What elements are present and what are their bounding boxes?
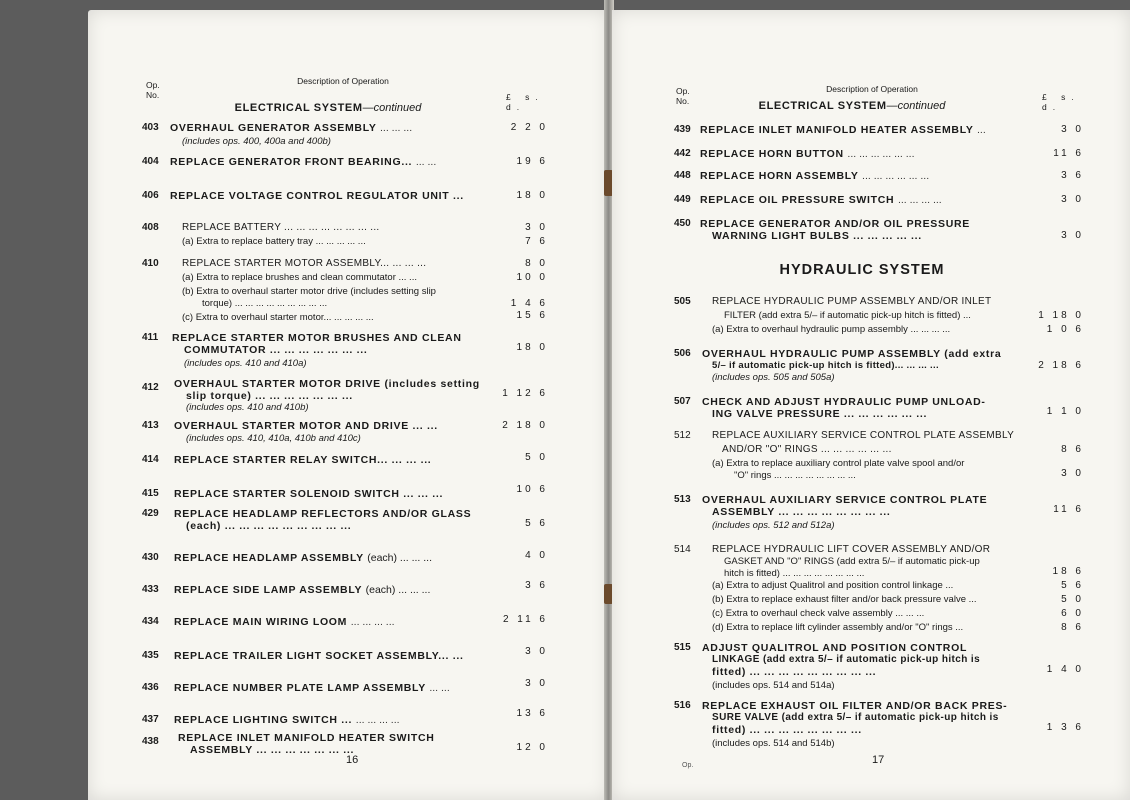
op-title-cont: hitch is fitted) ... ... ... ... ... ... ... ... <box>724 568 865 579</box>
op-title-cont: 5/– if automatic pick-up hitch is fitted)... ... ... ... <box>712 360 939 371</box>
price: 3 0 <box>1061 230 1084 241</box>
sub-price: 6 0 <box>1061 608 1084 619</box>
op-no-heading <box>146 80 176 100</box>
sub-operation: (c) Extra to overhaul check valve assembly ... ... ... <box>712 608 925 619</box>
op-number: 448 <box>674 170 691 181</box>
op-note: (includes ops. 410, 410a, 410b and 410c) <box>186 433 361 444</box>
description-heading: Description of Operation <box>297 76 389 86</box>
op-title-cont: (each) ... ... ... ... ... ... ... ... ... <box>186 520 352 532</box>
op-title-text: REPLACE HEADLAMP ASSEMBLY <box>174 552 364 564</box>
price: 3 0 <box>525 646 548 657</box>
op-title: REPLACE BATTERY ... ... ... ... ... ... ... ... <box>182 222 380 233</box>
price: 18 6 <box>1052 566 1084 577</box>
section-title <box>128 102 528 114</box>
op-title: REPLACE VOLTAGE CONTROL REGULATOR UNIT ... <box>170 190 464 202</box>
op-number: 403 <box>142 122 159 133</box>
op-note: (includes ops. 512 and 512a) <box>712 520 835 531</box>
op-title <box>174 616 395 628</box>
op-title <box>174 682 450 694</box>
op-number: 513 <box>674 494 691 505</box>
sub-price: 10 0 <box>516 272 548 283</box>
op-title: REPLACE HEADLAMP REFLECTORS AND/OR GLASS <box>174 508 472 520</box>
op-number: 516 <box>674 700 691 711</box>
op-title-cont: WARNING LIGHT BULBS ... ... ... ... ... <box>712 230 922 242</box>
op-number: 435 <box>142 650 159 661</box>
op-number: 429 <box>142 508 159 519</box>
op-title-text: REPLACE MAIN WIRING LOOM <box>174 616 348 628</box>
price: 2 11 6 <box>502 614 548 625</box>
op-title <box>170 156 436 168</box>
price: 5 0 <box>525 452 548 463</box>
op-title <box>700 124 986 136</box>
op-number: 413 <box>142 420 159 431</box>
op-title <box>700 148 915 160</box>
op-title: REPLACE AUXILIARY SERVICE CONTROL PLATE ASSEMBLY <box>712 430 1015 441</box>
money-heading: £ s. d. <box>1042 92 1080 112</box>
sub-price: 5 6 <box>1061 580 1084 591</box>
op-title-text: OVERHAUL GENERATOR ASSEMBLY <box>170 122 377 134</box>
op-note: (includes ops. 505 and 505a) <box>712 372 835 383</box>
leader-dots: ... ... <box>415 156 437 168</box>
no-label: No. <box>146 90 160 100</box>
op-number: 439 <box>674 124 691 135</box>
op-title-cont: FILTER (add extra 5/– if automatic pick-up hitch is fitted) ... <box>724 310 971 321</box>
price: 5 6 <box>525 518 548 529</box>
op-number: 506 <box>674 348 691 359</box>
op-note: (includes ops. 514 and 514b) <box>712 738 835 749</box>
sub-operation: (a) Extra to replace auxiliary control plate valve spool and/or <box>712 458 965 469</box>
price: 3 0 <box>525 222 548 233</box>
op-title: REPLACE STARTER RELAY SWITCH... ... ... ... <box>174 454 432 466</box>
price: 3 6 <box>525 580 548 591</box>
op-qualifier: (each) ... ... ... <box>367 552 433 564</box>
leader-dots: ... ... ... ... <box>897 194 942 206</box>
op-title-text: REPLACE HORN ASSEMBLY <box>700 170 859 182</box>
price: 11 6 <box>1053 504 1084 515</box>
op-note: (includes ops. 514 and 514a) <box>712 680 835 691</box>
op-number: 437 <box>142 714 159 725</box>
op-note: (includes ops. 410 and 410b) <box>186 402 309 413</box>
leader-dots: ... ... ... ... ... ... <box>847 148 915 160</box>
sub-operation: (a) Extra to replace brushes and clean commutator ... ... <box>182 272 417 283</box>
op-number: 414 <box>142 454 159 465</box>
op-title: REPLACE GENERATOR AND/OR OIL PRESSURE <box>700 218 970 230</box>
leader-dots: ... ... ... ... <box>355 714 400 726</box>
op-title-cont: fitted) ... ... ... ... ... ... ... ... ... <box>712 666 877 678</box>
op-number: 430 <box>142 552 159 563</box>
price: 3 0 <box>1061 124 1084 135</box>
price: 1 1 0 <box>1046 406 1084 417</box>
sub-operation-cont: torque) ... ... ... ... ... ... ... ... ... <box>202 298 328 309</box>
op-number: 515 <box>674 642 691 653</box>
section-title <box>652 100 1052 112</box>
page-16 <box>88 10 608 800</box>
section-main: ELECTRICAL SYSTEM <box>758 100 887 112</box>
op-title: REPLACE TRAILER LIGHT SOCKET ASSEMBLY... ... <box>174 650 464 662</box>
sub-price: 8 6 <box>1061 622 1084 633</box>
op-title-text: REPLACE GENERATOR FRONT BEARING... <box>170 156 413 168</box>
op-title: REPLACE STARTER MOTOR BRUSHES AND CLEAN <box>172 332 462 344</box>
section-continued: —continued <box>886 100 946 112</box>
op-number: 433 <box>142 584 159 595</box>
sub-operation-cont: "O" rings ... ... ... ... ... ... ... ... <box>734 470 856 481</box>
op-number: 434 <box>142 616 159 627</box>
leader-dots: ... <box>977 124 986 136</box>
price: 13 6 <box>516 708 548 719</box>
op-number: 436 <box>142 682 159 693</box>
price: 1 12 6 <box>502 388 548 399</box>
op-number: 408 <box>142 222 159 233</box>
op-title-text: REPLACE HORN BUTTON <box>700 148 844 160</box>
leader-dots: ... ... <box>429 682 450 694</box>
op-note: (includes ops. 400, 400a and 400b) <box>182 136 331 147</box>
page-17 <box>612 10 1130 800</box>
sub-operation: (c) Extra to overhaul starter motor... ... ... ... ... <box>182 312 374 323</box>
hydraulic-section-title: HYDRAULIC SYSTEM <box>779 262 945 278</box>
op-title-cont: LINKAGE (add extra 5/– if automatic pick-up hitch is <box>712 654 981 665</box>
op-title-cont: fitted) ... ... ... ... ... ... ... ... <box>712 724 862 736</box>
section-main: ELECTRICAL SYSTEM <box>234 102 363 114</box>
sub-price: 7 6 <box>525 236 548 247</box>
price: 8 6 <box>1061 444 1084 455</box>
op-qualifier: (each) ... ... ... <box>365 584 431 596</box>
op-title <box>700 194 942 206</box>
op-title <box>170 122 412 134</box>
price: 2 2 0 <box>510 122 548 133</box>
leader-dots: ... ... ... ... <box>350 616 395 628</box>
op-number: 450 <box>674 218 691 229</box>
leader-dots: ... ... ... ... ... ... <box>862 170 930 182</box>
op-title-text: REPLACE SIDE LAMP ASSEMBLY <box>174 584 362 596</box>
price: 4 0 <box>525 550 548 561</box>
money-heading: £ s. d. <box>506 92 544 112</box>
page-number: 16 <box>346 754 359 766</box>
op-title: ADJUST QUALITROL AND POSITION CONTROL <box>702 642 968 654</box>
op-title-cont: GASKET AND "O" RINGS (add extra 5/– if automatic pick-up <box>724 556 980 567</box>
op-title <box>174 714 400 726</box>
op-title <box>174 584 430 596</box>
sub-operation: (b) Extra to replace exhaust filter and/or back pressure valve ... <box>712 594 977 605</box>
op-number: 404 <box>142 156 159 167</box>
op-title: OVERHAUL AUXILIARY SERVICE CONTROL PLATE <box>702 494 988 506</box>
price: 19 6 <box>516 156 548 167</box>
sub-operation: (b) Extra to overhaul starter motor drive (includes setting slip <box>182 286 436 297</box>
op-label: Op. <box>146 80 160 90</box>
price: 1 3 6 <box>1046 722 1084 733</box>
sub-operation: (d) Extra to replace lift cylinder assembly and/or "O" rings ... <box>712 622 964 633</box>
op-title <box>700 170 929 182</box>
op-number: 442 <box>674 148 691 159</box>
price: 2 18 6 <box>1038 360 1084 371</box>
op-title: OVERHAUL STARTER MOTOR AND DRIVE ... ... <box>174 420 438 432</box>
op-title-text: REPLACE NUMBER PLATE LAMP ASSEMBLY <box>174 682 426 694</box>
op-title-cont: ASSEMBLY ... ... ... ... ... ... ... ... <box>712 506 891 518</box>
section-continued: —continued <box>362 102 422 114</box>
price: 18 0 <box>516 342 548 353</box>
description-heading: Description of Operation <box>826 84 918 94</box>
leader-dots: ... ... ... <box>380 122 413 134</box>
op-title: REPLACE HYDRAULIC LIFT COVER ASSEMBLY AND/OR <box>712 544 991 555</box>
op-title: CHECK AND ADJUST HYDRAULIC PUMP UNLOAD- <box>702 396 986 408</box>
sub-operation: (a) Extra to adjust Qualitrol and position control linkage ... <box>712 580 954 591</box>
op-title: REPLACE INLET MANIFOLD HEATER SWITCH <box>178 732 435 744</box>
price: 3 0 <box>525 678 548 689</box>
op-title-cont: SURE VALVE (add extra 5/– if automatic pick-up hitch is <box>712 712 999 723</box>
op-title-text: REPLACE LIGHTING SWITCH ... <box>174 714 353 726</box>
op-number: 512 <box>674 430 691 441</box>
op-title: REPLACE HYDRAULIC PUMP ASSEMBLY AND/OR INLET <box>712 296 992 307</box>
op-number: 449 <box>674 194 691 205</box>
op-number: 505 <box>674 296 691 307</box>
price: 2 18 0 <box>502 420 548 431</box>
op-title: OVERHAUL HYDRAULIC PUMP ASSEMBLY (add extra <box>702 348 1002 360</box>
op-number: 411 <box>142 332 159 343</box>
price: 12 0 <box>516 742 548 753</box>
sub-price: 3 0 <box>1061 468 1084 479</box>
op-title-cont: COMMUTATOR ... ... ... ... ... ... ... <box>184 344 368 356</box>
op-title-cont: AND/OR "O" RINGS ... ... ... ... ... ... <box>722 444 892 455</box>
sub-price: 5 0 <box>1061 594 1084 605</box>
price: 3 6 <box>1061 170 1084 181</box>
op-number: 438 <box>142 736 159 747</box>
price: 1 18 0 <box>1038 310 1084 321</box>
op-title: REPLACE EXHAUST OIL FILTER AND/OR BACK PRES- <box>702 700 1008 712</box>
op-title: REPLACE STARTER SOLENOID SWITCH ... ... ... <box>174 488 444 500</box>
op-number: 412 <box>142 382 159 393</box>
sub-operation: (a) Extra to overhaul hydraulic pump assembly ... ... ... ... <box>712 324 951 335</box>
op-label: Op. <box>676 86 690 96</box>
sub-price: 1 0 6 <box>1046 324 1084 335</box>
price: 10 6 <box>516 484 548 495</box>
op-number: 514 <box>674 544 691 555</box>
op-number: 410 <box>142 258 159 269</box>
sub-operation: (a) Extra to replace battery tray ... ... ... ... ... <box>182 236 366 247</box>
op-number: 415 <box>142 488 159 499</box>
sub-price: 1 4 6 <box>510 298 548 309</box>
op-title-cont: ASSEMBLY ... ... ... ... ... ... ... <box>190 744 355 756</box>
op-title: REPLACE STARTER MOTOR ASSEMBLY... ... ... ... <box>182 258 427 269</box>
price: 18 0 <box>516 190 548 201</box>
op-title-cont: ING VALVE PRESSURE ... ... ... ... ... ... <box>712 408 928 420</box>
sub-price: 15 6 <box>516 310 548 321</box>
op-title <box>174 552 432 564</box>
op-title: OVERHAUL STARTER MOTOR DRIVE (includes setting <box>174 378 480 390</box>
op-note: (includes ops. 410 and 410a) <box>184 358 307 369</box>
op-title-text: REPLACE INLET MANIFOLD HEATER ASSEMBLY <box>700 124 974 136</box>
price: 1 4 0 <box>1046 664 1084 675</box>
price: 8 0 <box>525 258 548 269</box>
op-number: 406 <box>142 190 159 201</box>
stray-mark: Op. <box>682 762 694 769</box>
page-number: 17 <box>872 754 885 766</box>
no-label: No. <box>676 96 690 106</box>
op-number: 507 <box>674 396 691 407</box>
price: 3 0 <box>1061 194 1084 205</box>
price: 11 6 <box>1053 148 1084 159</box>
op-title-text: REPLACE OIL PRESSURE SWITCH <box>700 194 895 206</box>
op-title-cont: slip torque) ... ... ... ... ... ... ... <box>186 390 353 402</box>
